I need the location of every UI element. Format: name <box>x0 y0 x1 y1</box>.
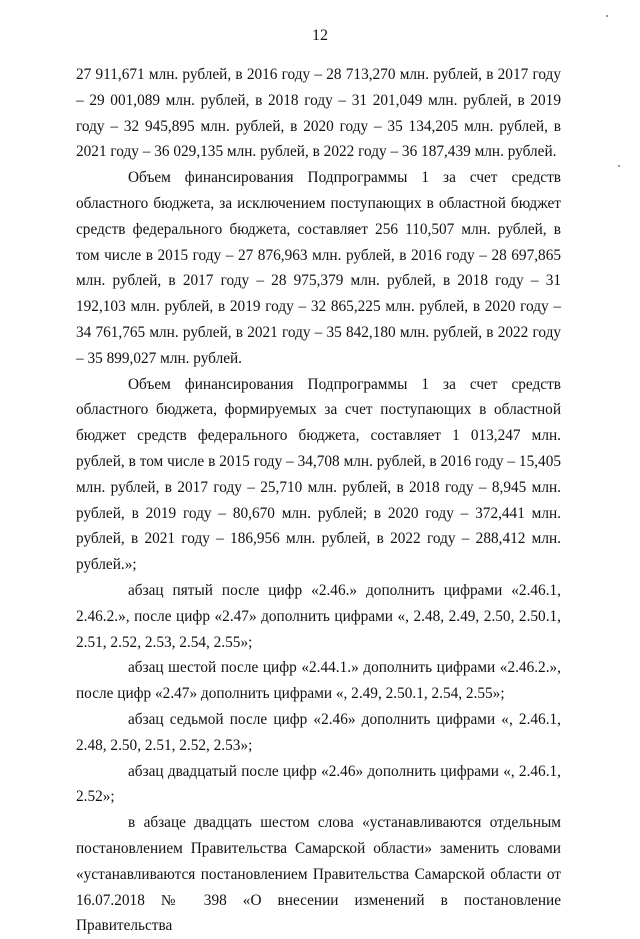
text-line: федерального бюджета, составляет 1 013,247 млн. рублей, в том числе <box>76 427 562 470</box>
text-line: бюджета, за исключением поступающих в областной бюджет средств <box>76 194 561 238</box>
text-line: «устанавливаются постановлением Правительства Самарской области от <box>76 865 561 883</box>
page-number: 12 <box>312 27 328 44</box>
paragraph <box>76 707 561 759</box>
text-line: 32 945,895 млн. рублей, в 2020 году – 35 134,205 млн. рублей, в 2021 году – <box>76 117 561 161</box>
paragraph <box>76 655 561 707</box>
scan-artifact <box>606 15 608 17</box>
scan-artifact <box>618 165 620 167</box>
paragraph <box>76 62 561 165</box>
text-line: абзац шестой после цифр «2.44.1.» дополнить цифрами «2.46.2.», после <box>76 659 561 703</box>
text-line: в 2019 году – 80,670 млн. рублей; в 2020 году – 372,441 млн. рублей, <box>76 504 562 548</box>
text-line: абзац двадцатый после цифр «2.46» дополнить цифрами «, 2.46.1, 2.52»; <box>76 762 561 806</box>
document-body <box>76 62 561 939</box>
text-line: постановлением Правительства Самарской области» заменить словами <box>76 839 561 857</box>
paragraph <box>76 578 561 655</box>
text-line: 2019 году – 32 865,225 млн. рублей, в 2020 году – 34 761,765 млн. рублей, в <box>76 298 562 341</box>
text-line: абзац седьмой после цифр «2.46» дополнить цифрами «, 2.46.1, 2.48, <box>76 710 561 754</box>
text-line: цифр «2.47» дополнить цифрами «, 2.49, 2.50.1, 2.54, 2.55»; <box>117 685 505 703</box>
text-line: бюджета, формируемых за счет поступающих в областной бюджет средств <box>76 401 562 445</box>
text-line: Объем финансирования Подпрограммы 1 за счет средств областного <box>76 169 561 212</box>
text-line: абзац пятый после цифр «2.46.» дополнить цифрами «2.46.1, 2.46.2.», <box>76 581 561 625</box>
text-line: 2.50, 2.51, 2.52, 2.53»; <box>110 736 253 754</box>
text-line: 27 911,671 млн. рублей, в 2016 году – 28 713,270 млн. рублей, в 2017 году – <box>76 66 561 109</box>
text-line: 2017 году – 28 975,379 млн. рублей, в 2018 году – 31 192,103 млн. рублей, в <box>76 272 561 316</box>
text-line: федерального бюджета, составляет 256 110,507 млн. рублей, в том числе в <box>76 220 562 264</box>
paragraph <box>76 372 561 578</box>
paragraph <box>76 165 561 371</box>
text-line: в 2017 году – 25,710 млн. рублей, в 2018 году – 8,945 млн. рублей, <box>76 478 561 522</box>
text-line: 2.53, 2.54, 2.55»; <box>144 633 253 651</box>
paragraph <box>76 759 561 811</box>
text-line: 16.07.2018 № 398 «О внесении изменений в постановление Правительства <box>76 891 561 935</box>
text-line: 2021 году – 35 842,180 млн. рублей, в 2022 году – 35 899,027 млн. рублей. <box>76 323 562 367</box>
text-line: в 2015 году – 34,708 млн. рублей, в 2016 году – 15,405 млн. рублей, <box>76 452 561 496</box>
paragraph <box>76 810 561 939</box>
text-line: 2015 году – 27 876,963 млн. рублей, в 2016 году – 28 697,865 млн. рублей, в <box>76 246 562 290</box>
text-line: 36 029,135 млн. рублей, в 2022 году – 36 187,439 млн. рублей. <box>154 143 557 161</box>
text-line: в абзаце двадцать шестом слова «устанавливаются отдельным <box>128 814 561 832</box>
text-line: после цифр «2.47» дополнить цифрами «, 2.48, 2.49, 2.50, 2.50.1, 2.51, 2.52, <box>76 607 561 651</box>
text-line: Объем финансирования Подпрограммы 1 за счет средств областного <box>76 375 561 419</box>
text-line: 29 001,089 млн. рублей, в 2018 году – 31 201,049 млн. рублей, в 2019 году – <box>76 91 561 135</box>
text-line: в 2021 году – 186,956 млн. рублей, в 2022 году – 288,412 млн. рублей.»; <box>76 530 561 574</box>
